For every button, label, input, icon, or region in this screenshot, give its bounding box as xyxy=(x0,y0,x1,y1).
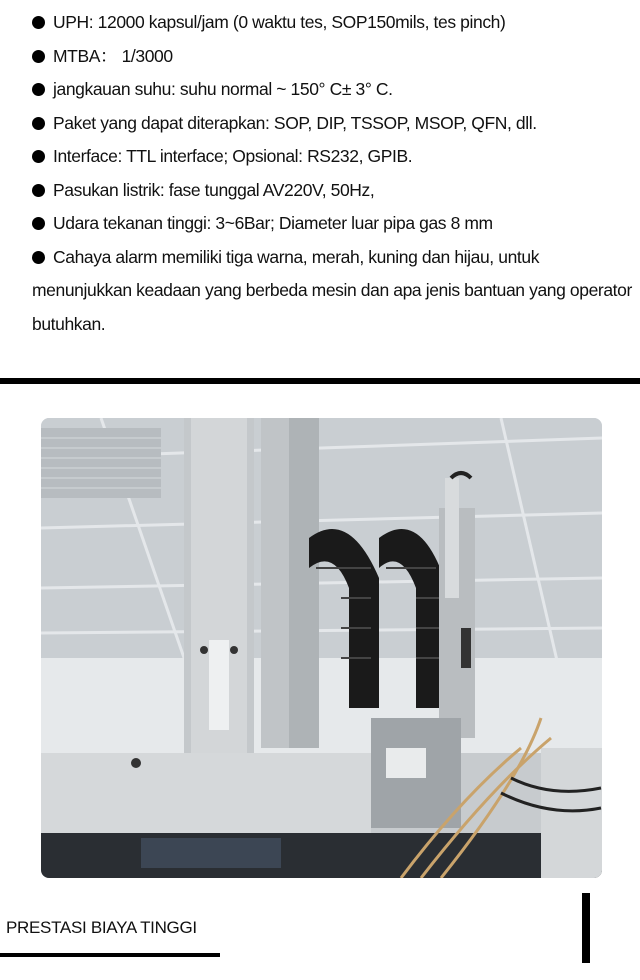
section-divider xyxy=(0,378,640,384)
spec-text: Pasukan listrik: fase tunggal AV220V, 50Hz, xyxy=(53,179,375,200)
bullet-icon xyxy=(32,117,45,130)
spec-text: UPH: 12000 kapsul/jam (0 waktu tes, SOP150mils, tes pinch) xyxy=(53,12,506,32)
spec-text: Interface: TTL interface; Opsional: RS232, GPIB. xyxy=(53,146,413,166)
spec-text: Udara tekanan tinggi: 3~6Bar; Diameter luar pipa gas 8 mm xyxy=(53,213,493,233)
bullet-icon xyxy=(32,50,45,63)
bullet-icon xyxy=(32,251,45,264)
spec-text: Cahaya alarm memiliki tiga warna, merah, kuning dan hijau, untuk menunjukkan keadaan yang berbeda mesin dan apa jenis bantuan yang operator butuhkan. xyxy=(32,246,632,334)
spec-item-temperature xyxy=(32,73,632,107)
bullet-icon xyxy=(32,83,45,96)
spec-text: Paket yang dapat diterapkan: SOP, DIP, TSSOP, MSOP, QFN, dll. xyxy=(53,112,537,133)
machine-photo xyxy=(41,418,602,878)
bullet-icon xyxy=(32,184,45,197)
spec-text: MTBA： 1/3000 xyxy=(53,45,173,66)
spec-item-air-pressure xyxy=(32,207,632,241)
spec-list xyxy=(32,6,632,341)
spec-text: jangkauan suhu: suhu normal ~ 150° C± 3° C. xyxy=(53,79,393,99)
machine-illustration xyxy=(41,418,602,878)
spec-item-alarm-light xyxy=(32,241,632,342)
spec-item-packages xyxy=(32,107,632,141)
spec-item-power xyxy=(32,174,632,208)
spec-item-mtba xyxy=(32,40,632,74)
caption-underline xyxy=(0,953,220,957)
section-caption: PRESTASI BIAYA TINGGI xyxy=(6,918,197,937)
bullet-icon xyxy=(32,217,45,230)
decorative-bar xyxy=(582,893,590,963)
bullet-icon xyxy=(32,150,45,163)
spec-item-uph xyxy=(32,6,632,40)
bullet-icon xyxy=(32,16,45,29)
spec-item-interface xyxy=(32,140,632,174)
